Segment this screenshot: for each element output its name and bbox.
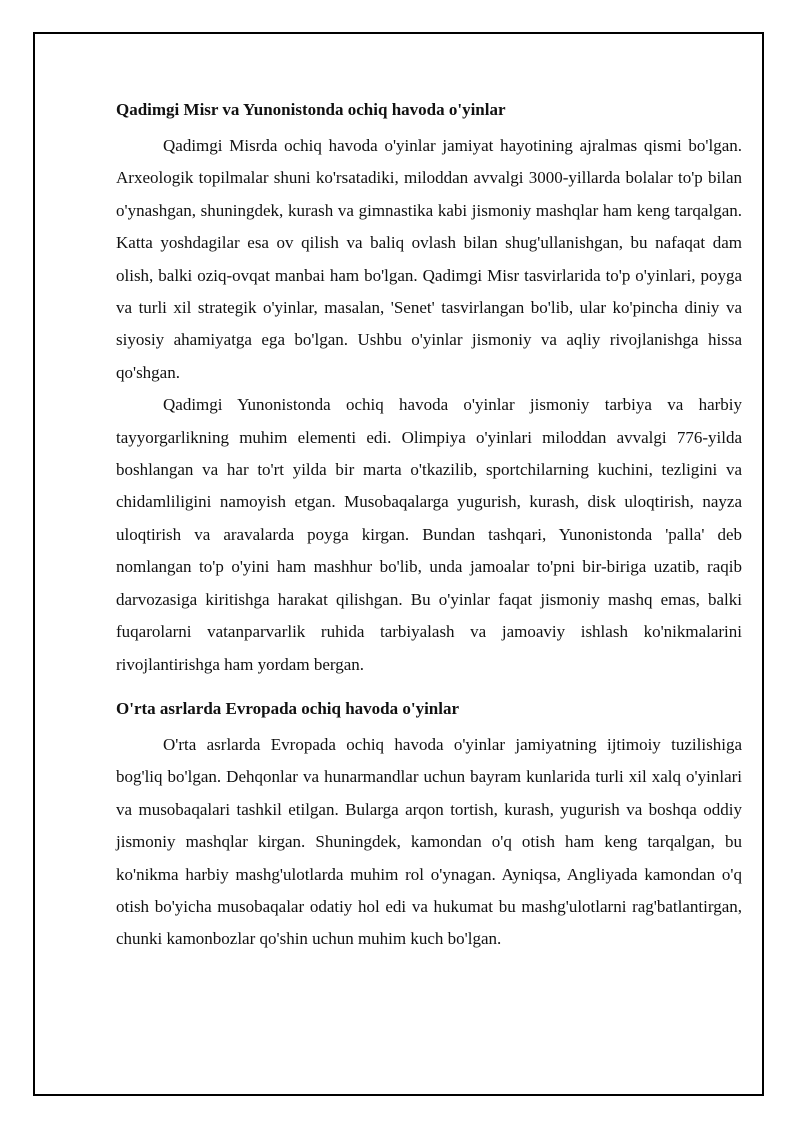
paragraph-medieval-europe: O'rta asrlarda Evropada ochiq havoda o'yinlar jamiyatning ijtimoiy tuzilishiga bog'liq bo'lgan. Dehqonlar va hunarmandlar uchun bayram kunlarida turli xil xalq o'yinlari va musobaqalari tashkil etilgan. Bularga arqon tortish, kurash, yugurish va boshqa oddiy jismoniy mashqlar kirgan. Shuningdek, kamondan o'q otish ham keng tarqalgan, bu ko'nikma harbiy mashg'ulotlarda muhim rol o'ynagan. Ayniqsa, Angliyada kamondan o'q otish bo'yicha musobaqalar odatiy hol edi va hukumat bu mashg'ulotlarni rag'batlantirgan, chunki kamonbozlar qo'shin uchun muhim kuch bo'lgan. <box>116 734 742 949</box>
document-body <box>116 98 742 956</box>
paragraph-greece: Qadimgi Yunonistonda ochiq havoda o'yinlar jismoniy tarbiya va harbiy tayyorgarlikning muhim elementi edi. Olimpiya o'yinlari miloddan avvalgi 776-yilda boshlangan va har to'rt yilda bir marta o'tkazilib, sportchilarning kuchini, tezligini va chidamliligini namoyish etgan. Musobaqalarga yugurish, kurash, disk uloqtirish, nayza uloqtirish va aravalarda poyga kirgan. Bundan tashqari, Yunonistonda 'palla' deb nomlangan to'p o'yini ham mashhur bo'lib, unda jamoalar to'pni bir-biriga uzatib, raqib darvozasiga kiritishga harakat qilishgan. Bu o'yinlar faqat jismoniy mashq emas, balki fuqarolarni vatanparvarlik ruhida tarbiyalash va jamoaviy ishlash ko'nikmalarini rivojlantirishga ham yordam bergan. <box>116 395 742 674</box>
paragraph-egypt: Qadimgi Misrda ochiq havoda o'yinlar jamiyat hayotining ajralmas qismi bo'lgan. Arxeologik topilmalar shuni ko'rsatadiki, miloddan avvalgi 3000-yillarda bolalar to'p bilan o'ynashgan, shuningdek, kurash va gimnastika kabi jismoniy mashqlar ham keng tarqalgan. Katta yoshdagilar esa ov qilish va baliq ovlash bilan shug'ullanishgan, bu nafaqat dam olish, balki oziq-ovqat manbai ham bo'lgan. Qadimgi Misr tasvirlarida to'p o'yinlari, poyga va turli xil strategik o'yinlar, masalan, 'Senet' tasvirlangan bo'lib, ular ko'pincha diniy va siyosiy ahamiyatga ega bo'lgan. Ushbu o'yinlar jismoniy va aqliy rivojlanishga hissa qo'shgan. <box>116 136 742 382</box>
section-heading-egypt-greece: Qadimgi Misr va Yunonistonda ochiq havoda o'yinlar <box>116 100 506 119</box>
section-heading-medieval-europe: O'rta asrlarda Evropada ochiq havoda o'yinlar <box>116 698 460 718</box>
